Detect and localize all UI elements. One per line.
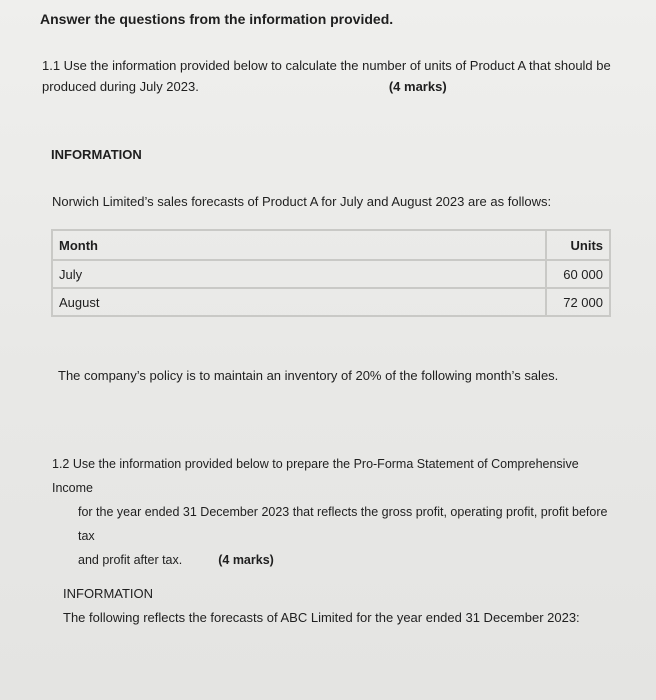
question-1-1-line2-text: produced during July 2023. xyxy=(42,79,199,94)
inventory-policy: The company’s policy is to maintain an inventory of 20% of the following month’s sales. xyxy=(58,368,559,383)
information-label-2: INFORMATION xyxy=(63,586,154,601)
information-label-1: INFORMATION xyxy=(51,147,142,162)
question-1-1 xyxy=(42,55,622,97)
row-units: 72 000 xyxy=(546,288,610,316)
header-units: Units xyxy=(546,230,610,260)
header-month: Month xyxy=(52,230,546,260)
question-1-1-line1: 1.1 Use the information provided below to calculate the number of units of Product A that should be xyxy=(42,58,611,73)
question-1-2 xyxy=(52,452,612,572)
question-1-1-marks: (4 marks) xyxy=(388,79,447,94)
row-units: 60 000 xyxy=(546,260,610,288)
question-1-2-line1: 1.2 Use the information provided below to prepare the Pro-Forma Statement of Comprehensive Income xyxy=(52,457,579,495)
row-month: August xyxy=(52,288,546,316)
table-row xyxy=(52,260,610,288)
forecast-intro: The following reflects the forecasts of ABC Limited for the year ended 31 December 2023: xyxy=(63,610,580,625)
question-1-2-line3: and profit after tax. xyxy=(78,553,183,567)
row-month: July xyxy=(52,260,546,288)
page-heading: Answer the questions from the information provided. xyxy=(40,11,394,27)
question-1-2-line3-wrap xyxy=(52,548,612,572)
question-1-2-marks: (4 marks) xyxy=(218,553,274,567)
question-1-1-line2 xyxy=(42,76,622,97)
question-1-2-line2: for the year ended 31 December 2023 that reflects the gross profit, operating profit, profit before tax xyxy=(78,505,608,543)
table-row xyxy=(52,288,610,316)
sales-forecast-table xyxy=(51,229,611,317)
sales-forecast-intro: Norwich Limited’s sales forecasts of Product A for July and August 2023 are as follows: xyxy=(52,194,552,209)
table-header-row xyxy=(52,230,610,260)
